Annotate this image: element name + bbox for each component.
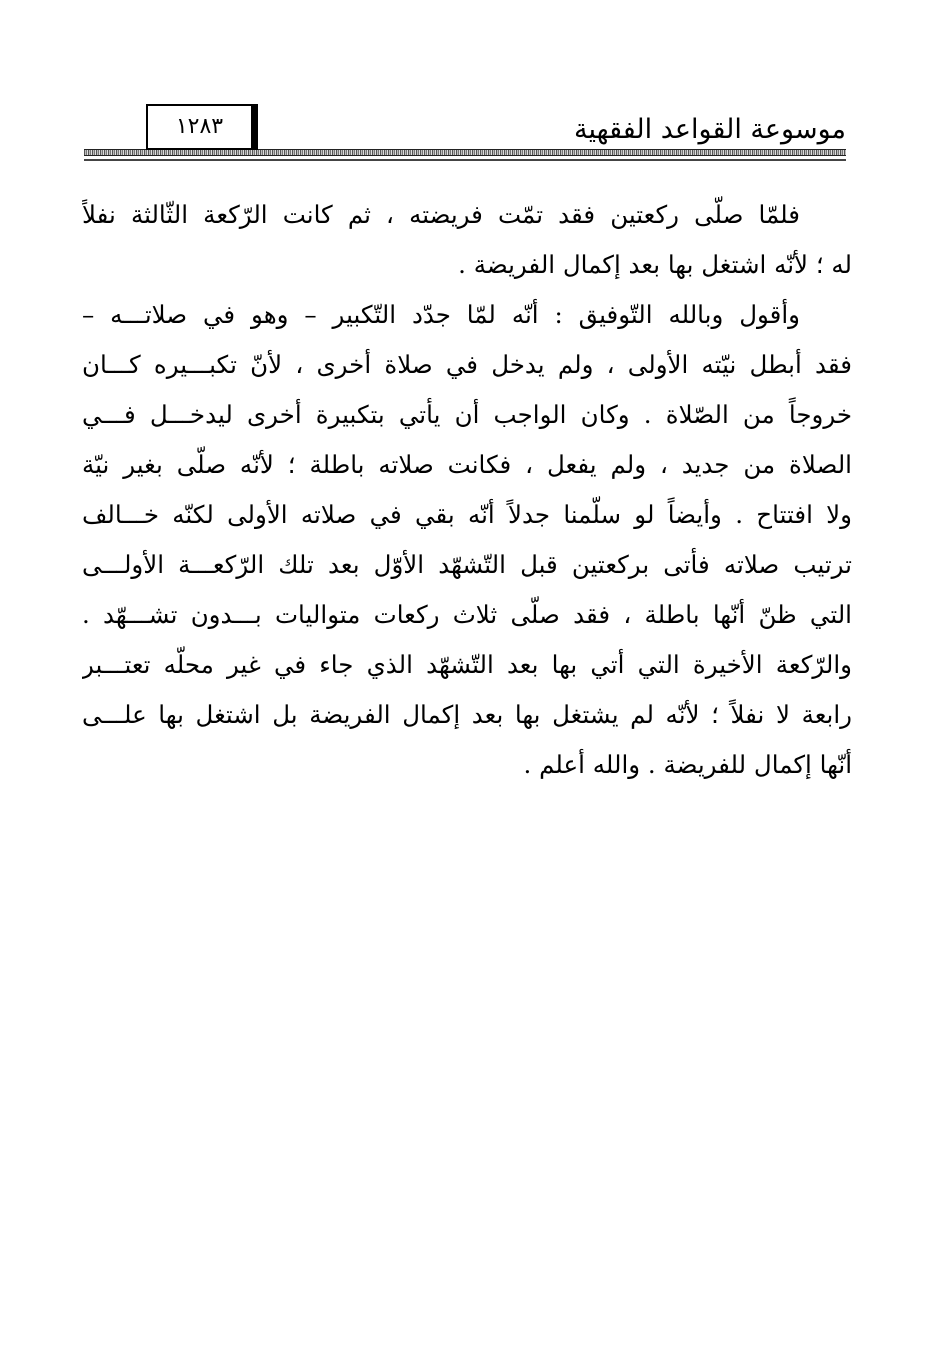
text-line: فقد أبطل نيّته الأولى ، ولم يدخل في صلاة أخرى ، لأنّ تكبـــيره كـــان bbox=[82, 350, 852, 379]
page-number: ١٢٨٣ bbox=[146, 104, 258, 150]
header-rule-thin bbox=[84, 159, 846, 161]
page-header bbox=[84, 104, 846, 164]
text-line: ولا افتتاح . وأيضاً لو سلّمنا جدلاً أنّه بقي في صلاته الأولى لكنّه خـــالف bbox=[82, 500, 852, 529]
text-line: خروجاً من الصّلاة . وكان الواجب أن يأتي بتكبيرة أخرى ليدخـــل فـــي bbox=[82, 400, 852, 429]
book-title: موسوعة القواعد الفقهية bbox=[574, 114, 846, 145]
text-line: الصلاة من جديد ، ولم يفعل ، فكانت صلاته باطلة ؛ لأنّه صلّى بغير نيّة bbox=[82, 450, 852, 479]
text-line: فلمّا صلّى ركعتين فقد تمّت فريضته ، ثم كانت الرّكعة الثّالثة نفلاً bbox=[82, 200, 800, 229]
text-line: أنّها إكمال للفريضة . والله أعلم . bbox=[523, 750, 852, 779]
text-line: رابعة لا نفلاً ؛ لأنّه لم يشتغل بها بعد إكمال الفريضة بل اشتغل بها علـــى bbox=[82, 700, 852, 729]
text-line: له ؛ لأنّه اشتغل بها بعد إكمال الفريضة . bbox=[458, 250, 852, 279]
text-line: وأقول وبالله التّوفيق : أنّه لمّا جدّد التّكبير – وهو في صلاتـــه – bbox=[82, 300, 800, 329]
header-rule bbox=[84, 149, 846, 156]
text-line: والرّكعة الأخيرة التي أتي بها بعد التّشهّد الذي جاء في غير محلّه تعتـــبر bbox=[82, 650, 852, 679]
text-line: التي ظنّ أنّها باطلة ، فقد صلّى ثلاث ركعات متواليات بـــدون تشـــهّد . bbox=[82, 600, 852, 629]
body-text bbox=[82, 190, 852, 790]
text-line: ترتيب صلاته فأتى بركعتين قبل التّشهّد الأوّل بعد تلك الرّكعـــة الأولـــى bbox=[82, 550, 852, 579]
